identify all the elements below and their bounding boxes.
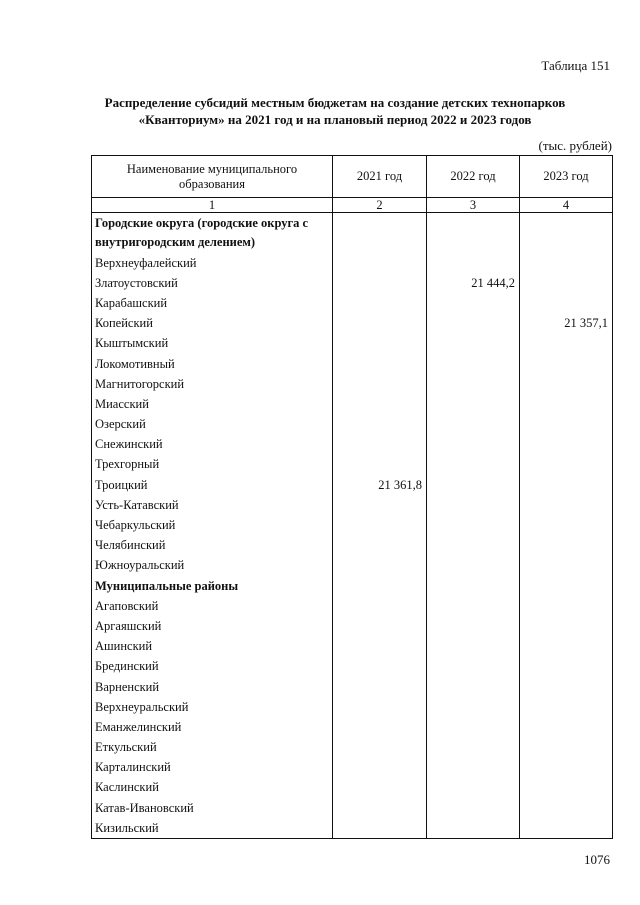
table-row	[92, 253, 613, 273]
municipality-name-cell: Златоустовский	[92, 273, 333, 293]
municipality-name-cell: Южноуральский	[92, 556, 333, 576]
municipality-name-cell: Карабашский	[92, 293, 333, 313]
table-row	[92, 354, 613, 374]
municipality-name-cell: Городские округа (городские округа с внутригородским делением)	[92, 213, 333, 254]
municipality-name-cell: Карталинский	[92, 758, 333, 778]
municipality-name-cell: Чебаркульский	[92, 515, 333, 535]
municipality-name-cell: Еманжелинский	[92, 717, 333, 737]
value-2022-cell	[427, 475, 520, 495]
table-row	[92, 697, 613, 717]
municipality-name-cell: Брединский	[92, 657, 333, 677]
column-header-2022: 2022 год	[427, 156, 520, 198]
column-header-2023: 2023 год	[520, 156, 613, 198]
municipality-name-cell: Катав-Ивановский	[92, 798, 333, 818]
table-row	[92, 515, 613, 535]
table-row	[92, 657, 613, 677]
value-2022-cell	[427, 374, 520, 394]
value-2021-cell	[333, 455, 427, 475]
value-2022-cell	[427, 758, 520, 778]
value-2021-cell	[333, 697, 427, 717]
value-2023-cell	[520, 394, 613, 414]
table-row	[92, 596, 613, 616]
table-row	[92, 778, 613, 798]
column-number-3: 3	[427, 198, 520, 213]
value-2022-cell	[427, 576, 520, 596]
municipality-name-cell: Верхнеуфалейский	[92, 253, 333, 273]
value-2022-cell	[427, 738, 520, 758]
municipality-name-cell: Ашинский	[92, 637, 333, 657]
value-2023-cell	[520, 657, 613, 677]
municipality-name-cell: Агаповский	[92, 596, 333, 616]
value-2021-cell	[333, 515, 427, 535]
municipality-name-cell: Аргаяшский	[92, 616, 333, 636]
municipality-name-cell: Кизильский	[92, 818, 333, 839]
table-row	[92, 455, 613, 475]
value-2021-cell	[333, 576, 427, 596]
value-2021-cell	[333, 394, 427, 414]
value-2023-cell	[520, 374, 613, 394]
table-row	[92, 556, 613, 576]
value-2022-cell	[427, 213, 520, 254]
value-2021-cell	[333, 253, 427, 273]
value-2022-cell	[427, 314, 520, 334]
value-2021-cell	[333, 738, 427, 758]
table-row	[92, 273, 613, 293]
value-2022-cell	[427, 798, 520, 818]
column-number-row	[92, 198, 613, 213]
value-2021-cell	[333, 637, 427, 657]
table-row	[92, 394, 613, 414]
value-2023-cell	[520, 556, 613, 576]
value-2023-cell	[520, 616, 613, 636]
table-label: Таблица 151	[541, 58, 610, 73]
table-row	[92, 415, 613, 435]
value-2022-cell	[427, 616, 520, 636]
value-2023-cell	[520, 778, 613, 798]
value-2022-cell	[427, 354, 520, 374]
table-row	[92, 637, 613, 657]
value-2022-cell	[427, 778, 520, 798]
value-2023-cell	[520, 515, 613, 535]
value-2023-cell	[520, 717, 613, 737]
value-2023-cell	[520, 415, 613, 435]
value-2022-cell	[427, 415, 520, 435]
table-row	[92, 798, 613, 818]
value-2022-cell	[427, 455, 520, 475]
value-2022-cell	[427, 253, 520, 273]
municipality-name-cell: Еткульский	[92, 738, 333, 758]
value-2023-cell	[520, 334, 613, 354]
value-2022-cell	[427, 394, 520, 414]
municipality-name-cell: Озерский	[92, 415, 333, 435]
municipality-name-cell: Снежинский	[92, 435, 333, 455]
value-2022-cell	[427, 637, 520, 657]
value-2022-cell	[427, 818, 520, 839]
municipality-name-cell: Челябинский	[92, 536, 333, 556]
value-2022-cell	[427, 657, 520, 677]
value-2023-cell	[520, 738, 613, 758]
value-2022-cell	[427, 596, 520, 616]
table-row	[92, 495, 613, 515]
value-2021-cell	[333, 374, 427, 394]
title-line-1: Распределение субсидий местным бюджетам на создание детских технопарков	[104, 95, 566, 110]
value-2023-cell	[520, 455, 613, 475]
table-row	[92, 616, 613, 636]
table-row	[92, 293, 613, 313]
value-2021-cell	[333, 273, 427, 293]
table-row	[92, 536, 613, 556]
value-2021-cell	[333, 495, 427, 515]
value-2021-cell	[333, 293, 427, 313]
column-number-4: 4	[520, 198, 613, 213]
value-2021-cell	[333, 314, 427, 334]
value-2023-cell	[520, 798, 613, 818]
value-2022-cell	[427, 435, 520, 455]
table-row	[92, 677, 613, 697]
value-2021-cell	[333, 415, 427, 435]
value-2023-cell	[520, 293, 613, 313]
header-row	[92, 156, 613, 198]
municipality-name-cell: Магнитогорский	[92, 374, 333, 394]
municipality-name-cell: Каслинский	[92, 778, 333, 798]
value-2021-cell	[333, 596, 427, 616]
value-2023-cell: 21 357,1	[520, 314, 613, 334]
value-2023-cell	[520, 758, 613, 778]
value-2022-cell	[427, 536, 520, 556]
page-number: 1076	[584, 852, 610, 867]
value-2023-cell	[520, 697, 613, 717]
column-header-name: Наименование муниципального образования	[92, 156, 333, 198]
value-2022-cell	[427, 556, 520, 576]
value-2023-cell	[520, 213, 613, 254]
value-2023-cell	[520, 475, 613, 495]
municipality-name-cell: Муниципальные районы	[92, 576, 333, 596]
value-2023-cell	[520, 596, 613, 616]
value-2021-cell	[333, 435, 427, 455]
value-2021-cell	[333, 616, 427, 636]
table-row	[92, 374, 613, 394]
table-row	[92, 475, 613, 495]
table-row	[92, 435, 613, 455]
value-2023-cell	[520, 576, 613, 596]
municipality-name-cell: Копейский	[92, 314, 333, 334]
value-2021-cell	[333, 818, 427, 839]
value-2021-cell: 21 361,8	[333, 475, 427, 495]
table-row	[92, 334, 613, 354]
value-2021-cell	[333, 758, 427, 778]
title-line-2: «Кванториум» на 2021 год и на плановый период 2022 и 2023 годов	[138, 112, 532, 127]
value-2023-cell	[520, 354, 613, 374]
value-2023-cell	[520, 677, 613, 697]
value-2023-cell	[520, 637, 613, 657]
value-2022-cell	[427, 334, 520, 354]
value-2022-cell	[427, 515, 520, 535]
value-2023-cell	[520, 495, 613, 515]
municipality-name-cell: Верхнеуральский	[92, 697, 333, 717]
value-2021-cell	[333, 213, 427, 254]
value-2021-cell	[333, 334, 427, 354]
table-row	[92, 314, 613, 334]
value-2022-cell	[427, 697, 520, 717]
value-2022-cell: 21 444,2	[427, 273, 520, 293]
value-2022-cell	[427, 293, 520, 313]
value-2021-cell	[333, 657, 427, 677]
column-number-2: 2	[333, 198, 427, 213]
municipality-name-cell: Кыштымский	[92, 334, 333, 354]
municipality-name-cell: Миасский	[92, 394, 333, 414]
table-row	[92, 717, 613, 737]
municipality-name-cell: Усть-Катавский	[92, 495, 333, 515]
column-header-2021: 2021 год	[333, 156, 427, 198]
table-row	[92, 818, 613, 839]
value-2021-cell	[333, 798, 427, 818]
table-row	[92, 758, 613, 778]
subsidy-table	[91, 155, 613, 839]
table-row	[92, 738, 613, 758]
section-row	[92, 213, 613, 254]
section-row	[92, 576, 613, 596]
municipality-name-cell: Варненский	[92, 677, 333, 697]
value-2021-cell	[333, 536, 427, 556]
value-2023-cell	[520, 253, 613, 273]
municipality-name-cell: Трехгорный	[92, 455, 333, 475]
units-label: (тыс. рублей)	[538, 138, 612, 153]
document-title	[60, 94, 610, 128]
value-2023-cell	[520, 818, 613, 839]
value-2021-cell	[333, 677, 427, 697]
value-2023-cell	[520, 435, 613, 455]
value-2021-cell	[333, 354, 427, 374]
value-2021-cell	[333, 778, 427, 798]
table-body	[92, 213, 613, 839]
value-2022-cell	[427, 495, 520, 515]
column-number-1: 1	[92, 198, 333, 213]
value-2023-cell	[520, 536, 613, 556]
value-2022-cell	[427, 677, 520, 697]
municipality-name-cell: Локомотивный	[92, 354, 333, 374]
value-2021-cell	[333, 717, 427, 737]
municipality-name-cell: Троицкий	[92, 475, 333, 495]
value-2023-cell	[520, 273, 613, 293]
value-2021-cell	[333, 556, 427, 576]
value-2022-cell	[427, 717, 520, 737]
